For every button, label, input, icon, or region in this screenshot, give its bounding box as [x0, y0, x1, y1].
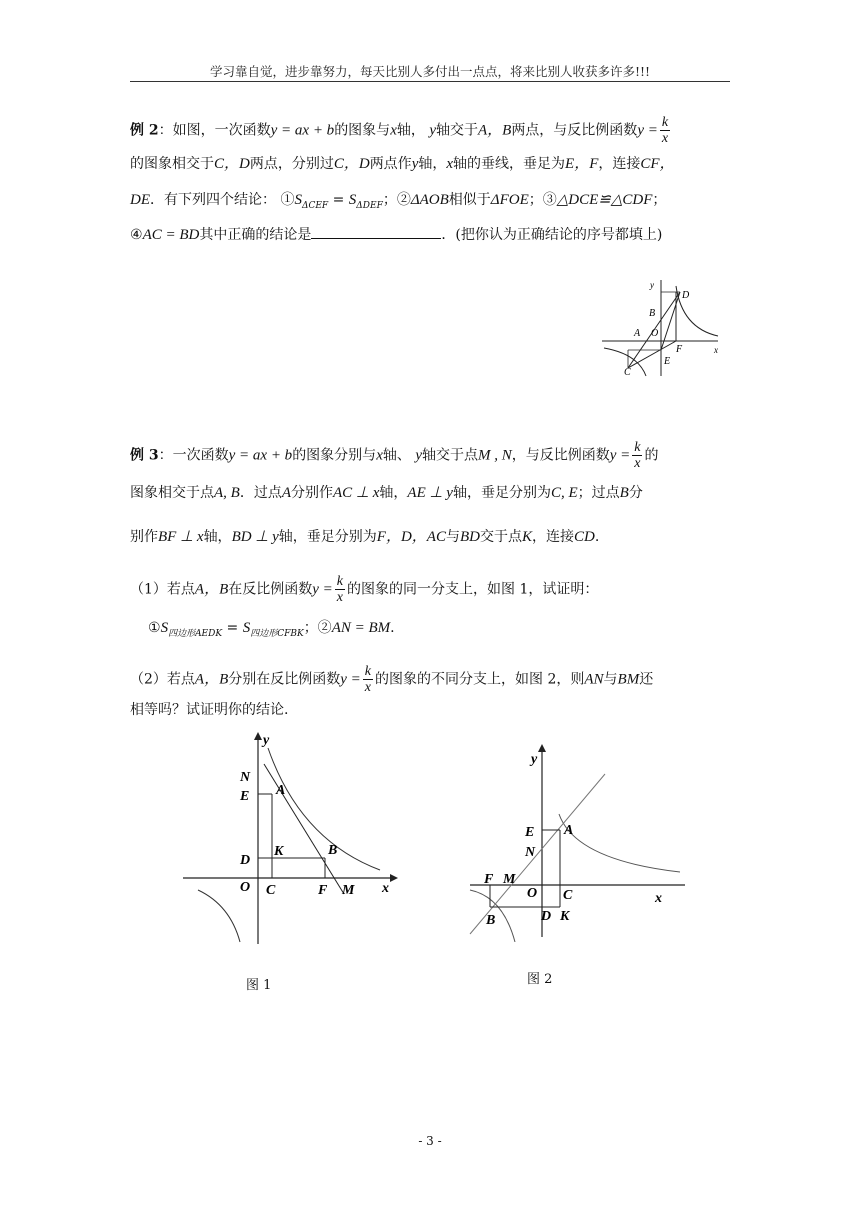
ex2-text: ；②: [382, 192, 411, 208]
ex2-subscript: ΔCEF: [301, 200, 329, 211]
ex2-text: ．(把你认为正确结论的序号都填上): [441, 227, 663, 243]
ex2-text: ①: [280, 192, 295, 208]
ex3-part2-line-2: 相等吗？试证明你的结论.: [130, 702, 289, 718]
ex2-line-3: [130, 190, 730, 216]
ex3-var: y: [415, 447, 422, 464]
ex2-text: ：如图，一次函数: [158, 122, 271, 139]
fig1-label-a: A: [276, 783, 286, 798]
ex2-fraction: [660, 115, 670, 146]
ex3-var: AN: [584, 671, 604, 688]
fig1-caption: 图 1: [246, 978, 272, 993]
ex3-text: （1）若点: [130, 581, 195, 598]
ex3-text: 轴，垂足分别为: [278, 529, 377, 545]
ex3-text: ：一次函数: [158, 447, 229, 464]
ex3-var: M , N: [477, 447, 512, 464]
ex2-text: ④: [130, 227, 143, 243]
ex3-text: 别作: [130, 529, 158, 545]
page-header: 学习靠自觉，进步靠努力，每天比别人多付出一点点，将来比别人收获多许多!!!: [209, 64, 651, 79]
ex3-figure-2: [465, 742, 690, 942]
ex2-var: x: [446, 156, 454, 172]
ex2-text: ；: [652, 192, 667, 208]
ex3-text: ，连接: [531, 529, 574, 545]
fig1-label-c: C: [266, 883, 276, 898]
fig2-label-y: y: [531, 752, 538, 767]
ex3-line-3: [130, 527, 730, 547]
numerator: k: [364, 664, 371, 679]
fig1-label-y: y: [263, 733, 270, 748]
fig2-label-k: K: [560, 909, 570, 924]
ex2-text: =: [332, 192, 345, 208]
fig1-label-k: K: [274, 844, 284, 859]
ex2-text: ，连接: [598, 156, 641, 172]
ex2-var: ΔAOB: [410, 192, 449, 208]
denominator: x: [634, 456, 641, 471]
ex2-var: S: [348, 192, 357, 208]
ex3-text: 分别作: [291, 485, 333, 501]
fig2-label-n: N: [525, 845, 536, 860]
denominator: x: [336, 590, 343, 605]
ex2-var: CF，: [640, 156, 675, 172]
fig-label-c: C: [624, 367, 631, 378]
ex3-fraction: [335, 574, 345, 605]
ex3-text: 图象相交于点: [130, 485, 214, 501]
fig2-label-f: F: [484, 872, 494, 887]
fig2-label-d: D: [541, 909, 552, 924]
ex2-var: AC = BD: [142, 227, 200, 243]
ex3-text: ．过点: [239, 485, 282, 501]
ex2-text: 两点作: [369, 156, 412, 172]
fig-label-b: B: [649, 308, 656, 319]
ex3-var: F，D，AC: [376, 529, 446, 545]
fig2-label-c: C: [563, 888, 573, 903]
ex2-var: △DCE≌△CDF: [556, 192, 653, 208]
ex3-fraction: [363, 664, 373, 695]
ex2-text: 轴，: [418, 156, 447, 172]
ex2-label: 例 2: [130, 122, 159, 139]
ex2-text: ．有下列四个结论：: [150, 192, 276, 208]
ex3-var: S: [160, 620, 169, 636]
ex3-text: 的图象分别与: [292, 447, 377, 464]
numerator: k: [634, 440, 641, 455]
ex3-text: ①: [148, 620, 161, 636]
ex3-text: 与: [603, 671, 618, 688]
ex3-line-2: [130, 483, 730, 503]
ex3-text: 的: [644, 447, 659, 464]
ex3-text: .: [390, 620, 395, 636]
ex3-inverse-eq: y =: [312, 581, 333, 598]
ex3-var: A, B: [214, 485, 240, 501]
ex3-var: x: [376, 447, 383, 464]
fig-label-a: A: [634, 328, 641, 339]
ex2-subscript: ΔDEF: [356, 200, 383, 211]
ex3-linear-eq: y = ax + b: [228, 447, 293, 464]
fig2-label-e: E: [525, 825, 535, 840]
ex3-text: 轴交于点: [421, 447, 478, 464]
fig1-label-n: N: [240, 770, 251, 785]
ex3-part1-line-2: [148, 618, 748, 644]
ex3-subscript: 四边形CFBK: [250, 628, 304, 639]
ex2-text: 两点，与反比例函数: [511, 122, 638, 139]
ex3-part1-line-1: [130, 574, 730, 605]
ex3-text: .: [594, 529, 600, 545]
ex2-var: C，D: [214, 156, 250, 172]
fig1-label-x: x: [382, 881, 389, 896]
fig2-caption: 图 2: [527, 972, 553, 987]
fig2-label-o: O: [527, 886, 538, 901]
ex2-line-4: [130, 224, 730, 245]
ex3-text: 轴、: [382, 447, 411, 464]
fig1-label-e: E: [240, 789, 250, 804]
ex2-text: 两点，分别过: [249, 156, 334, 172]
ex2-var: y: [411, 156, 419, 172]
fig-label-y: y: [650, 280, 654, 290]
ex3-var: BD ⊥ y: [231, 529, 279, 545]
ex2-var: x: [390, 122, 397, 139]
ex3-var: C, E: [550, 485, 578, 501]
ex3-text: ；过点: [577, 485, 620, 501]
fig1-label-d: D: [240, 853, 251, 868]
ex3-text: 的图象的不同分支上，如图 2，则: [375, 671, 585, 688]
ex2-linear-eq: y = ax + b: [270, 122, 335, 139]
ex2-text: 的图象与: [334, 122, 391, 139]
ex3-figure-1: [180, 730, 400, 950]
ex3-text: 还: [639, 671, 654, 688]
ex2-text: 的图象相交于: [130, 156, 214, 172]
ex3-inverse-eq: y =: [340, 671, 361, 688]
fig-label-o: O: [651, 328, 659, 339]
ex3-text: 在反比例函数: [228, 581, 313, 598]
ex2-var: C，D: [333, 156, 370, 172]
fig1-label-b: B: [328, 843, 338, 858]
ex2-text: 轴的垂线，垂足为: [453, 156, 566, 172]
ex3-var: BF ⊥ x: [158, 529, 204, 545]
ex2-inverse-eq: y =: [637, 122, 658, 139]
ex2-text: 相似于: [448, 192, 491, 208]
fig2-label-m: M: [503, 872, 516, 887]
ex3-var: AE ⊥ y: [407, 485, 453, 501]
ex2-var: E，F: [565, 156, 599, 172]
header-divider: [130, 81, 730, 82]
ex2-var: ΔFOE: [490, 192, 529, 208]
ex3-var: A: [281, 485, 291, 501]
ex3-text: 分别在反比例函数: [228, 671, 341, 688]
fig-label-x: x: [714, 345, 718, 355]
ex3-label: 例 3: [130, 447, 159, 464]
ex2-var: DE: [130, 192, 150, 208]
ex2-text: 轴，: [396, 122, 425, 139]
ex3-text: 分: [628, 485, 643, 501]
fig1-label-o: O: [240, 880, 251, 895]
ex3-text: 轴，垂足分别为: [452, 485, 551, 501]
ex3-var: A，B: [194, 581, 229, 598]
ex3-var: AC ⊥ x: [333, 485, 380, 501]
ex3-line-1: [130, 440, 730, 471]
ex2-var: A，B: [477, 122, 512, 139]
ex3-inverse-eq: y =: [609, 447, 631, 464]
ex2-text: 其中正确的结论是: [199, 227, 312, 243]
ex3-part2-line-1: [130, 664, 730, 695]
ex3-var: AN = BM: [331, 620, 391, 636]
fig-label-e: E: [664, 356, 671, 367]
ex2-line-2: [130, 154, 730, 174]
ex3-var: CD: [573, 529, 595, 545]
denominator: x: [661, 131, 669, 146]
fig-label-f: F: [676, 344, 683, 355]
ex3-text: （2）若点: [130, 671, 195, 688]
ex3-text: 的图象的同一分支上，如图 1，试证明：: [347, 581, 599, 598]
fig1-label-f: F: [318, 883, 328, 898]
fig2-label-b: B: [486, 913, 496, 928]
fig2-label-a: A: [564, 823, 574, 838]
fig1-label-m: M: [342, 883, 355, 898]
answer-blank[interactable]: [311, 224, 441, 239]
ex3-text: ；②: [303, 620, 332, 636]
ex3-text: 轴，: [379, 485, 408, 501]
ex3-text: 轴，: [203, 529, 232, 545]
ex2-var: y: [429, 122, 436, 139]
ex2-text: ；③: [528, 192, 557, 208]
ex2-text: 轴交于: [435, 122, 478, 139]
page-number: - 3 -: [418, 1134, 442, 1148]
ex3-var: K: [521, 529, 532, 545]
ex3-text: 与: [445, 529, 460, 545]
ex2-var: S: [294, 192, 302, 208]
ex3-subscript: 四边形AEDK: [168, 628, 223, 639]
ex2-line-1: [130, 115, 730, 146]
fig-label-d: D: [682, 290, 690, 301]
ex2-figure: [598, 278, 730, 378]
ex3-text: 交于点: [479, 529, 522, 545]
ex3-var: BM: [617, 671, 640, 688]
ex3-var: B: [619, 485, 629, 501]
ex3-var: A，B: [194, 671, 229, 688]
ex3-var: S: [242, 620, 251, 636]
ex3-var: BD: [459, 529, 480, 545]
denominator: x: [364, 680, 371, 695]
ex3-text: ，与反比例函数: [511, 447, 610, 464]
numerator: k: [661, 115, 669, 130]
numerator: k: [336, 574, 343, 589]
ex3-fraction: [632, 440, 642, 471]
ex3-text: =: [226, 620, 239, 636]
fig2-label-x: x: [655, 891, 662, 906]
